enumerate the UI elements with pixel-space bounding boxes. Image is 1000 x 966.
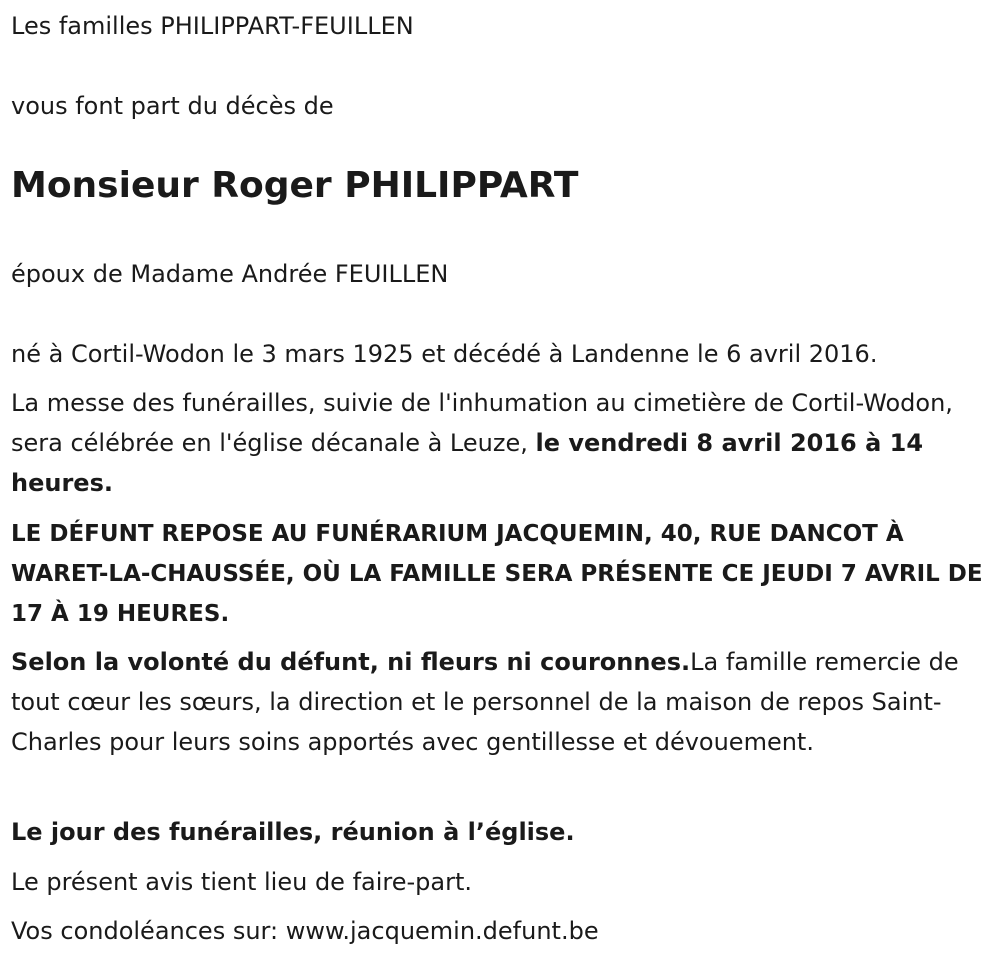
reunion-line: Le jour des funérailles, réunion à l’église.: [11, 818, 575, 846]
families-line: Les familles PHILIPPART-FEUILLEN: [11, 12, 414, 40]
funeral-paragraph: [11, 383, 986, 503]
condolences-line: Vos condoléances sur: www.jacquemin.defunt.be: [11, 917, 599, 945]
funeral-date: le vendredi 8 avril 2016 à 14 heures.: [11, 429, 924, 497]
deceased-name: Monsieur Roger PHILIPPART: [11, 165, 579, 206]
spouse-line: époux de Madame Andrée FEUILLEN: [11, 260, 449, 288]
thanks-text: La famille remercie de tout cœur les sœurs, la direction et le personnel de la maison de repos Saint-Charles pour leurs soins apportés avec gentillesse et dévouement.: [11, 648, 959, 756]
birth-death-line: né à Cortil-Wodon le 3 mars 1925 et décédé à Landenne le 6 avril 2016.: [11, 340, 878, 368]
wish-paragraph: [11, 642, 986, 762]
wish-text: Selon la volonté du défunt, ni fleurs ni couronnes.: [11, 648, 691, 676]
faire-part-line: Le présent avis tient lieu de faire-part.: [11, 868, 473, 896]
funeral-text: La messe des funérailles, suivie de l'inhumation au cimetière de Cortil-Wodon, sera célébrée en l'église décanale à Leuze,: [11, 389, 953, 457]
repose-paragraph: LE DÉFUNT REPOSE AU FUNÉRARIUM JACQUEMIN, 40, RUE DANCOT À WARET-LA-CHAUSSÉE, OÙ LA FAMILLE SERA PRÉSENTE CE JEUDI 7 AVRIL DE 17 À 19 HEURES.: [11, 521, 983, 627]
announce-line: vous font part du décès de: [11, 92, 334, 120]
